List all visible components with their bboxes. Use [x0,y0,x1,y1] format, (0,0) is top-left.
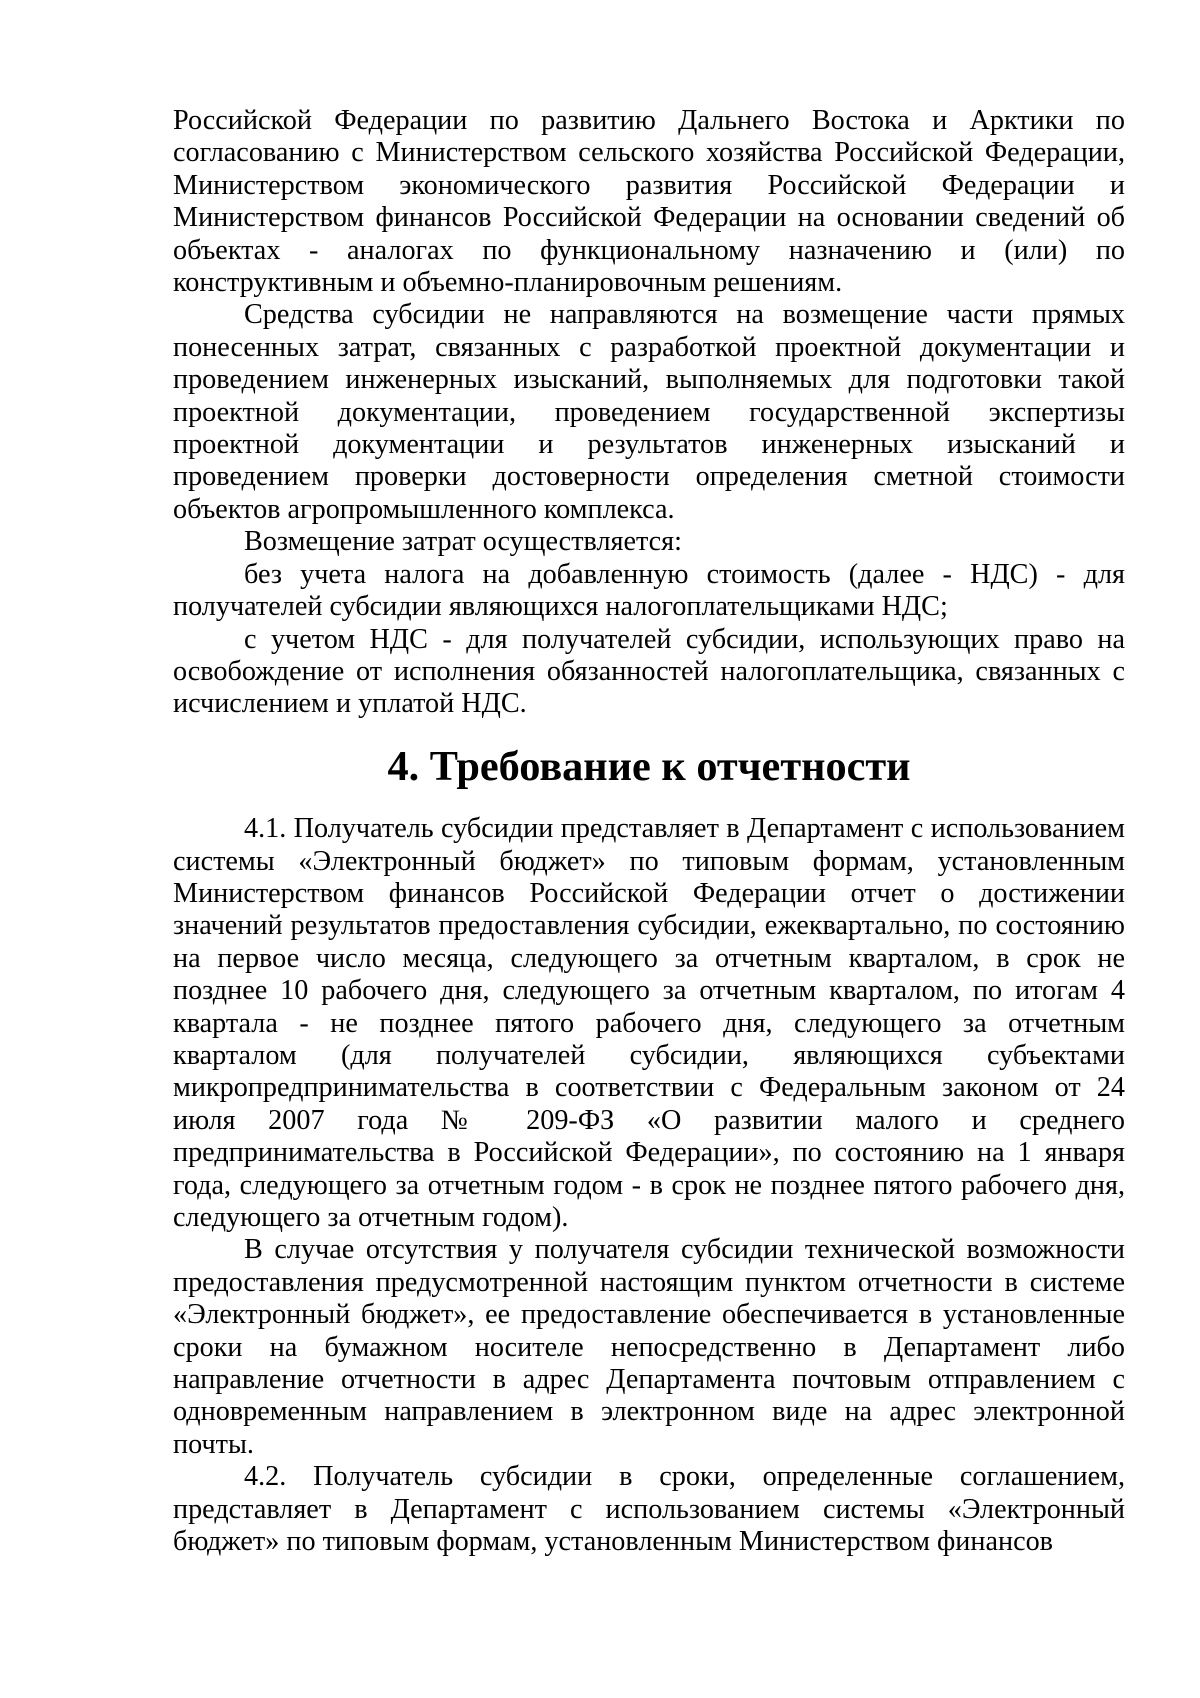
section-heading: 4. Требование к отчетности [387,742,911,790]
paragraph-reimbursement-intro: Возмещение затрат осуществляется: [244,526,682,558]
document-page [173,105,1125,1558]
paragraph-4-2: 4.2. Получатель субсидии в сроки, определенные соглашением, представляет в Департамент с использованием системы «Электронный бюджет» по типовым формам, установленным Министерством финансов [173,1461,1125,1558]
paragraph-continuation: Российской Федерации по развитию Дальнего Востока и Арктики по согласованию с Министерством сельского хозяйства Российской Федерации, Министерством экономического развития Российской Федерации и Министерством финансов Российской Федерации на основании сведений об объектах - аналогах по функциональному назначению и (или) по конструктивным и объемно-планировочным решениям. [173,105,1125,299]
paragraph-without-vat: без учета налога на добавленную стоимость (далее - НДС) - для получателей субсидии являющихся налогоплательщиками НДС; [173,558,1125,623]
paragraph-4-1: 4.1. Получатель субсидии представляет в Департамент с использованием системы «Электронный бюджет» по типовым формам, установленным Министерством финансов Российской Федерации отчет о достижении значений результатов предоставления субсидии, ежеквартально, по состоянию на первое число месяца, следующего за отчетным кварталом, в срок не позднее 10 рабочего дня, следующего за отчетным кварталом, по итогам 4 квартала - не позднее пятого рабочего дня, следующего за отчетным кварталом (для получателей субсидии, являющихся субъектами микропредпринимательства в соответствии с Федеральным законом от 24 июля 2007 года № 209-ФЗ «О развитии малого и среднего предпринимательства в Российской Федерации», по состоянию на 1 января года, следующего за отчетным годом - в срок не позднее пятого рабочего дня, следующего за отчетным годом). [173,813,1125,1233]
paragraph-with-vat: с учетом НДС - для получателей субсидии, использующих право на освобождение от исполнения обязанностей налогоплательщика, связанных с исчислением и уплатой НДС. [173,623,1125,720]
paragraph-subsidy-restrictions: Средства субсидии не направляются на возмещение части прямых понесенных затрат, связанных с разработкой проектной документации и проведением инженерных изысканий, выполняемых для подготовки такой проектной документации, проведением государственной экспертизы проектной документации и результатов инженерных изысканий и проведением проверки достоверности определения сметной стоимости объектов агропромышленного комплекса. [173,299,1125,525]
paragraph-no-technical-capability: В случае отсутствия у получателя субсидии технической возможности предоставления предусмотренной настоящим пунктом отчетности в системе «Электронный бюджет», ее предоставление обеспечивается в установленные сроки на бумажном носителе непосредственно в Департамент либо направление отчетности в адрес Департамента почтовым отправлением с одновременным направлением в электронном виде на адрес электронной почты. [173,1234,1125,1460]
